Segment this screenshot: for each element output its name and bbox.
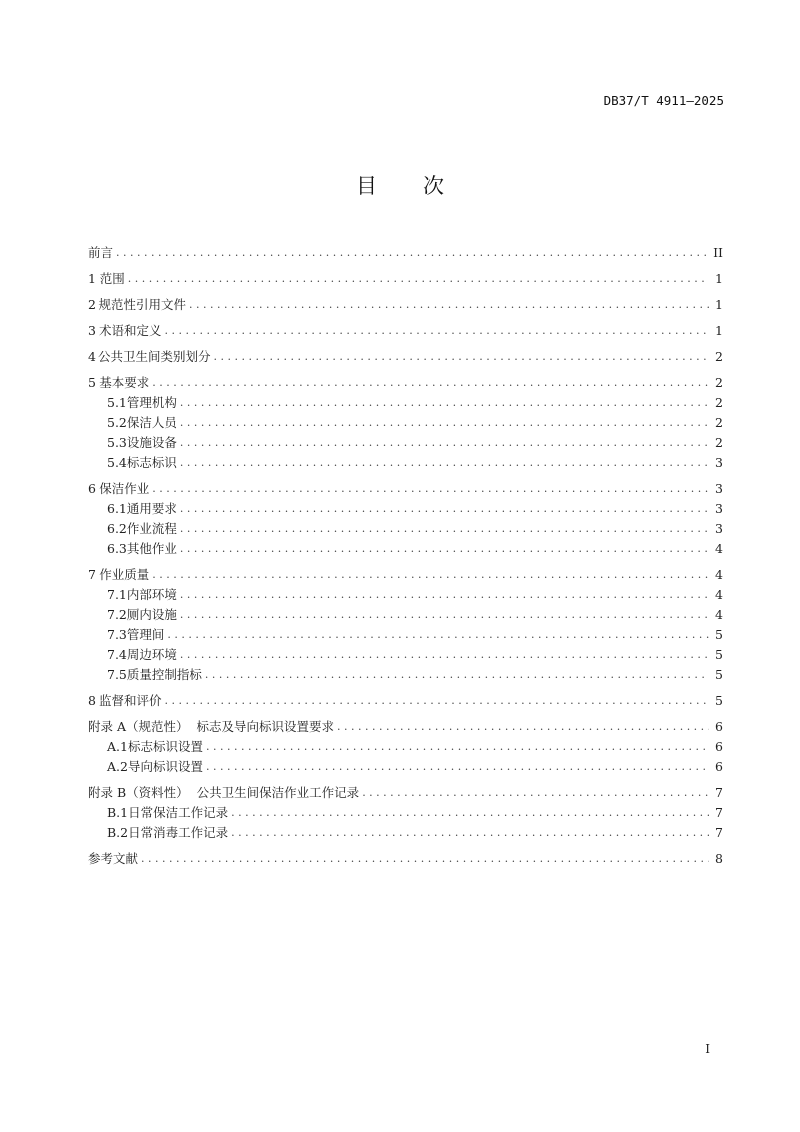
toc-entry[interactable] — [88, 372, 723, 392]
toc-entry-label: 监督和评价 — [99, 693, 162, 708]
toc-entry-number: 5 — [88, 374, 96, 390]
toc-entry-label: 公共卫生间保洁作业工作记录 — [196, 785, 360, 800]
toc-entry[interactable] — [88, 690, 723, 710]
dot-leader — [362, 786, 709, 799]
toc-entry[interactable] — [88, 392, 723, 412]
dot-leader — [337, 720, 709, 733]
toc-entry-number: 1 — [88, 270, 96, 286]
toc-entry[interactable] — [88, 584, 723, 604]
dot-leader — [180, 436, 709, 449]
toc-entry-number: 6 — [88, 480, 96, 496]
toc-entry-label: 管理机构 — [126, 395, 177, 410]
toc-entry-label: 参考文献 — [88, 851, 139, 866]
toc-entry[interactable] — [88, 478, 723, 498]
toc-entry-page: 3 — [715, 454, 723, 470]
toc-entry-number: 6.1 — [107, 500, 127, 516]
toc-entry[interactable] — [88, 242, 723, 262]
toc-entry-page: 3 — [715, 480, 723, 496]
toc-entry-number: 4 — [88, 348, 96, 364]
dot-leader — [180, 502, 709, 515]
toc-entry-page: 3 — [715, 520, 723, 536]
toc-entry-page: 1 — [715, 270, 723, 286]
toc-entry-number: 5.2 — [107, 414, 127, 430]
toc-entry-number: 2 — [88, 296, 96, 312]
dot-leader — [205, 668, 709, 681]
toc-entry-page: 5 — [715, 692, 723, 708]
toc-entry-label: 标志标识设置 — [127, 739, 203, 754]
toc-entry-number: 3 — [88, 322, 96, 338]
dot-leader — [180, 456, 709, 469]
toc-entry-page: 4 — [715, 586, 723, 602]
dot-leader — [180, 416, 709, 429]
toc-entry[interactable] — [88, 664, 723, 684]
toc-entry-page: 6 — [715, 718, 723, 734]
dot-leader — [180, 542, 709, 555]
dot-leader — [206, 760, 709, 773]
toc-entry-number: B.1 — [107, 804, 129, 820]
toc-entry-page: 2 — [715, 394, 723, 410]
dot-leader — [231, 826, 709, 839]
toc-entry-label: 质量控制指标 — [126, 667, 202, 682]
toc-entry[interactable] — [88, 782, 723, 802]
toc-entry-page: 1 — [715, 322, 723, 338]
toc-entry-label: 保洁人员 — [126, 415, 177, 430]
toc-entry-label: 导向标识设置 — [127, 759, 203, 774]
toc-entry-label: 范围 — [99, 271, 125, 286]
dot-leader — [167, 628, 709, 641]
toc-entry[interactable] — [88, 412, 723, 432]
toc-entry-number: 8 — [88, 692, 96, 708]
toc-entry-page: 5 — [715, 666, 723, 682]
title-char-2: 次 — [423, 174, 444, 198]
toc-entry-page: 2 — [715, 374, 723, 390]
toc-entry[interactable] — [88, 756, 723, 776]
toc-entry-page: 6 — [715, 738, 723, 754]
toc-entry-page: 7 — [715, 824, 723, 840]
dot-leader — [128, 272, 709, 285]
toc-entry-page: 6 — [715, 758, 723, 774]
toc-entry[interactable] — [88, 452, 723, 472]
toc-entry-number: 7.1 — [107, 586, 127, 602]
toc-entry-label: 管理间 — [126, 627, 165, 642]
dot-leader — [116, 246, 709, 259]
toc-entry[interactable] — [88, 294, 723, 314]
toc-entry-label: 公共卫生间类别划分 — [98, 349, 211, 364]
toc-entry-page: 7 — [715, 784, 723, 800]
toc-entry-label: 通用要求 — [126, 501, 177, 516]
toc-entry-label: 周边环境 — [126, 647, 177, 662]
toc-entry-page: 2 — [715, 414, 723, 430]
toc-entry[interactable] — [88, 716, 723, 736]
toc-entry-label: 其他作业 — [126, 541, 177, 556]
toc-entry-page: II — [713, 244, 723, 260]
toc-entry-number: 6.2 — [107, 520, 127, 536]
toc-entry-page: 7 — [715, 804, 723, 820]
toc-entry-page: 3 — [715, 500, 723, 516]
toc-entry-page: 2 — [715, 434, 723, 450]
dot-leader — [165, 694, 709, 707]
toc-entry[interactable] — [88, 498, 723, 518]
toc-entry-number: 5.4 — [107, 454, 127, 470]
page-number: I — [705, 1042, 710, 1056]
toc-entry-number: 7.4 — [107, 646, 127, 662]
toc-entry-label: 术语和定义 — [99, 323, 162, 338]
toc-entry-number: 6.3 — [107, 540, 127, 556]
toc-entry[interactable] — [88, 518, 723, 538]
toc-entry-page: 4 — [715, 540, 723, 556]
document-code: DB37/T 4911—2025 — [603, 93, 724, 108]
toc-entry[interactable] — [88, 432, 723, 452]
toc-entry-number: 5.1 — [107, 394, 127, 410]
toc-entry-number: 7 — [88, 566, 96, 582]
toc-entry[interactable] — [88, 736, 723, 756]
dot-leader — [152, 568, 709, 581]
toc-entry-label: 保洁作业 — [99, 481, 150, 496]
toc-entry[interactable] — [88, 624, 723, 644]
toc-entry-number: A.2 — [107, 758, 128, 774]
toc-entry-page: 2 — [715, 348, 723, 364]
toc-entry-label: 作业质量 — [99, 567, 150, 582]
toc-entry-number: 7.5 — [107, 666, 127, 682]
toc-entry-page: 5 — [715, 646, 723, 662]
toc-entry-number: 7.2 — [107, 606, 127, 622]
dot-leader — [180, 522, 709, 535]
page-title — [0, 170, 800, 200]
dot-leader — [180, 648, 709, 661]
toc-entry-page: 4 — [715, 566, 723, 582]
dot-leader — [180, 608, 709, 621]
toc-entry[interactable] — [88, 848, 723, 868]
toc-entry-number: 7.3 — [107, 626, 127, 642]
toc-entry[interactable] — [88, 802, 723, 822]
toc-entry-page: 8 — [715, 850, 723, 866]
toc-entry-label: 日常保洁工作记录 — [128, 805, 229, 820]
toc-entry-page: 1 — [715, 296, 723, 312]
toc-entry-label: 作业流程 — [126, 521, 177, 536]
toc-entry-label: 日常消毒工作记录 — [128, 825, 229, 840]
title-char-1: 目 — [356, 174, 377, 198]
toc-entry-label: 前言 — [88, 245, 114, 260]
dot-leader — [214, 350, 709, 363]
toc-entry-label: 厕内设施 — [126, 607, 177, 622]
toc-entry[interactable] — [88, 346, 723, 366]
dot-leader — [189, 298, 709, 311]
dot-leader — [180, 588, 709, 601]
toc-entry-number: B.2 — [107, 824, 129, 840]
toc-entry[interactable] — [88, 320, 723, 340]
toc-entry-number: A.1 — [107, 738, 128, 754]
toc-entry-label: 标志标识 — [126, 455, 177, 470]
toc-entry[interactable] — [88, 564, 723, 584]
dot-leader — [180, 396, 709, 409]
toc-entry-page: 4 — [715, 606, 723, 622]
toc-entry-label: 设施设备 — [126, 435, 177, 450]
dot-leader — [152, 482, 709, 495]
toc-entry-label: 基本要求 — [99, 375, 150, 390]
toc-entry-label: 规范性引用文件 — [98, 297, 187, 312]
toc-entry[interactable] — [88, 604, 723, 624]
dot-leader — [141, 852, 709, 865]
dot-leader — [165, 324, 709, 337]
toc-entry-label: 标志及导向标识设置要求 — [196, 719, 335, 734]
dot-leader — [231, 806, 709, 819]
toc-entry-number: 附录 B（资料性） — [88, 785, 189, 800]
toc-entry[interactable] — [88, 268, 723, 288]
toc-entry-page: 5 — [715, 626, 723, 642]
toc-entry[interactable] — [88, 538, 723, 558]
toc-entry-label: 内部环境 — [126, 587, 177, 602]
toc-entry[interactable] — [88, 644, 723, 664]
toc-entry-number: 5.3 — [107, 434, 127, 450]
table-of-contents — [88, 242, 723, 868]
dot-leader — [206, 740, 709, 753]
toc-entry[interactable] — [88, 822, 723, 842]
dot-leader — [152, 376, 709, 389]
toc-entry-number: 附录 A（规范性） — [88, 719, 189, 734]
